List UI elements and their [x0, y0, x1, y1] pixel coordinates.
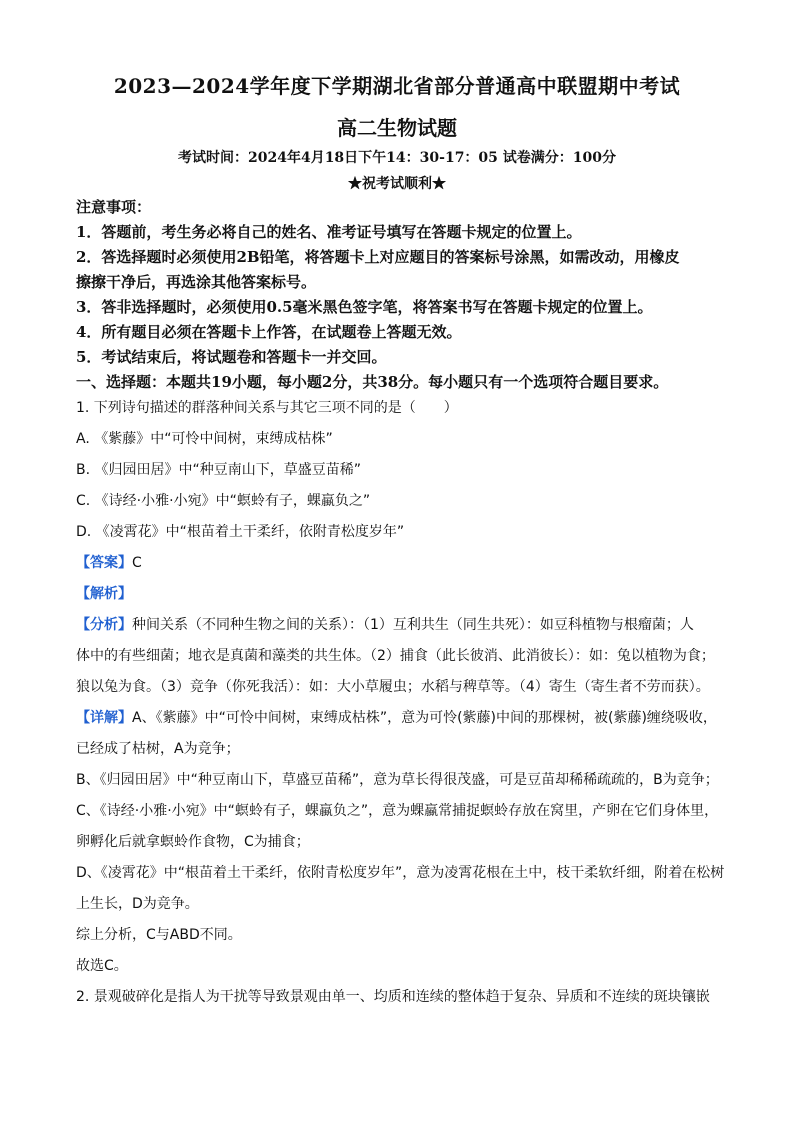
detail-line: 已经成了枯树，A为竞争；	[76, 741, 240, 757]
question-stem: 1. 下列诗句描述的群落种间关系与其它三项不同的是（ ）	[76, 400, 458, 416]
notice-item: 擦擦干净后，再选涂其他答案标号。	[76, 273, 317, 291]
exam-time-and-score: 考试时间：2024年4月18日下午14：30-17：05 试卷满分：100分	[177, 150, 617, 166]
notice-item: 1．答题前，考生务必将自己的姓名、准考证号填写在答题卡规定的位置上。	[76, 223, 582, 241]
analysis-tag: 【解析】	[76, 586, 132, 602]
detail-line: C、《诗经·小雅·小宛》中“螟蛉有子，蜾蠃负之”，意为蜾蠃常捕捉螟蛉存放在窝里，产卵在它们身体里，	[76, 803, 719, 819]
question-1	[76, 393, 726, 1013]
option-b: B. 《归园田居》中“种豆南山下，草盛豆苗稀”	[76, 462, 362, 478]
answer-value: C	[132, 555, 142, 571]
option-c: C. 《诗经·小雅·小宛》中“螟蛉有子，蜾蠃负之”	[76, 493, 371, 509]
option-d: D. 《凌霄花》中“根苗着土干柔纤，依附青松度岁年”	[76, 524, 405, 540]
detail-text: A、《紫藤》中“可怜中间树，束缚成枯株”，意为可怜(紫藤)中间的那棵树，被(紫藤)缠绕吸收，	[132, 710, 717, 726]
analysis-line: 体中的有些细菌；地衣是真菌和藻类的共生体。（2）捕食（此长彼消、此消彼长）：如：兔以植物为食；	[76, 648, 715, 664]
analysis-line	[76, 610, 726, 641]
xiangjie-tag: 【详解】	[76, 710, 132, 726]
exam-title: 2023—2024学年度下学期湖北省部分普通高中联盟期中考试	[113, 74, 681, 98]
notice-item: 5．考试结束后，将试题卷和答题卡一并交回。	[76, 348, 387, 366]
fenxi-text: 种间关系（不同种生物之间的关系）：（1）互利共生（同生共死）：如豆科植物与根瘤菌；人	[132, 617, 694, 633]
exam-subject-title: 高二生物试题	[337, 116, 457, 140]
notice-section	[76, 195, 736, 395]
answer-tag: 【答案】	[76, 555, 132, 571]
detail-line: 上生长，D为竞争。	[76, 896, 199, 912]
detail-line: D、《凌霄花》中“根苗着土干柔纤，依附青松度岁年”，意为凌霄花根在土中，枝干柔软纤细，附着在松树	[76, 865, 725, 881]
detail-line: B、《归园田居》中“种豆南山下，草盛豆苗稀”，意为草长得很茂盛，可是豆苗却稀稀疏疏的，B为竞争；	[76, 772, 719, 788]
notice-item: 4．所有题目必须在答题卡上作答，在试题卷上答题无效。	[76, 323, 462, 341]
detail-line: 故选C。	[76, 958, 128, 974]
analysis-line: 狼以兔为食。（3）竞争（你死我活）：如：大小草履虫；水稻与稗草等。（4）寄生（寄生者不劳而获）。	[76, 679, 710, 695]
answer-line	[76, 548, 726, 579]
notice-heading: 注意事项：	[76, 198, 152, 216]
detail-line: 卵孵化后就拿螟蛉作食物，C为捕食；	[76, 834, 310, 850]
analysis-heading	[76, 579, 726, 610]
notice-item: 2．答选择题时必须使用2B铅笔，将答题卡上对应题目的答案标号涂黑，如需改动，用橡皮	[76, 248, 680, 266]
notice-item: 3．答非选择题时，必须使用0.5毫米黑色签字笔，将答案书写在答题卡规定的位置上。	[76, 298, 653, 316]
detail-line	[76, 703, 726, 734]
good-luck-line: ★祝考试顺利★	[348, 176, 446, 192]
detail-line: 综上分析，C与ABD不同。	[76, 927, 242, 943]
option-a: A. 《紫藤》中“可怜中间树，束缚成枯株”	[76, 431, 333, 447]
section-heading: 一、选择题：本题共19小题，每小题2分，共38分。每小题只有一个选项符合题目要求。	[76, 373, 669, 391]
question-2-stem: 2. 景观破碎化是指人为干扰等导致景观由单一、均质和连续的整体趋于复杂、异质和不连续的斑块镶嵌	[76, 989, 710, 1005]
fenxi-tag: 【分析】	[76, 617, 132, 633]
